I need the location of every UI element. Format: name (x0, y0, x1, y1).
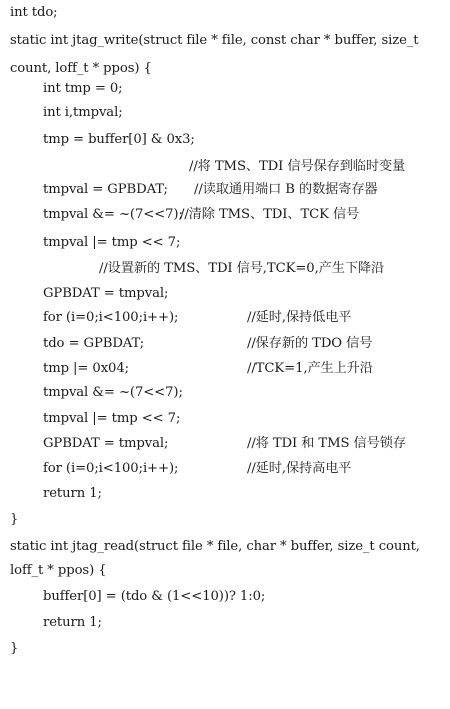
code-line (0, 585, 266, 609)
code-line (0, 203, 360, 227)
code-text: } (10, 641, 19, 656)
code-comment: //延时,保持高电平 (247, 461, 352, 476)
code-comment: //将 TDI 和 TMS 信号锁存 (247, 436, 406, 451)
code-line (0, 1, 58, 25)
code-comment: //TCK=1,产生上升沿 (247, 361, 373, 376)
code-line (0, 231, 181, 255)
code-line (0, 357, 373, 381)
code-text: tmp |= 0x04; (43, 361, 129, 376)
code-line (0, 155, 406, 179)
code-text: tmpval = GPBDAT; (43, 182, 168, 197)
code-text: int i,tmpval; (43, 105, 123, 120)
code-text: tmpval |= tmp << 7; (43, 235, 181, 250)
code-line (0, 257, 385, 281)
code-line (0, 432, 406, 456)
code-text: } (10, 512, 19, 527)
code-line (0, 407, 181, 431)
code-text: tmp = buffer[0] & 0x3; (43, 132, 195, 147)
code-comment: //保存新的 TDO 信号 (247, 336, 373, 351)
code-line (0, 101, 123, 125)
code-text: buffer[0] = (tdo & (1<<10))? 1:0; (43, 589, 266, 604)
code-text: return 1; (43, 486, 102, 501)
code-line (0, 178, 378, 202)
code-comment: //将 TMS、TDI 信号保存到临时变量 (189, 159, 406, 174)
code-line (0, 381, 183, 405)
code-text: tmpval &= ~(7<<7); (43, 207, 183, 222)
code-text: static int jtag_write(struct file * file, const char * buffer, size_t (10, 33, 419, 48)
code-text: tmpval |= tmp << 7; (43, 411, 181, 426)
code-line (0, 77, 123, 101)
code-line (0, 457, 352, 481)
code-text: for (i=0;i<100;i++); (43, 310, 179, 325)
code-line (0, 482, 102, 506)
code-text: int tmp = 0; (43, 81, 123, 96)
code-line (0, 29, 419, 53)
code-comment: //读取通用端口 B 的数据寄存器 (194, 182, 378, 197)
code-text: GPBDAT = tmpval; (43, 286, 169, 301)
code-line (0, 535, 420, 559)
code-text: loff_t * ppos) { (10, 563, 107, 578)
code-line (0, 306, 352, 330)
code-line (0, 559, 107, 583)
code-comment: //设置新的 TMS、TDI 信号,TCK=0,产生下降沿 (99, 261, 385, 276)
code-text: return 1; (43, 615, 102, 630)
code-text: static int jtag_read(struct file * file, char * buffer, size_t count, (10, 539, 420, 554)
code-comment: //清除 TMS、TDI、TCK 信号 (180, 207, 360, 222)
code-text: GPBDAT = tmpval; (43, 436, 169, 451)
code-comment: //延时,保持低电平 (247, 310, 352, 325)
code-line (0, 332, 373, 356)
code-text: tmpval &= ~(7<<7); (43, 385, 183, 400)
code-text: count, loff_t * ppos) { (10, 61, 152, 76)
code-line (0, 128, 195, 152)
code-text: int tdo; (10, 5, 58, 20)
code-text: tdo = GPBDAT; (43, 336, 145, 351)
code-text: for (i=0;i<100;i++); (43, 461, 179, 476)
code-line (0, 282, 169, 306)
code-line (0, 611, 102, 635)
code-line (0, 508, 19, 532)
code-line (0, 637, 19, 661)
